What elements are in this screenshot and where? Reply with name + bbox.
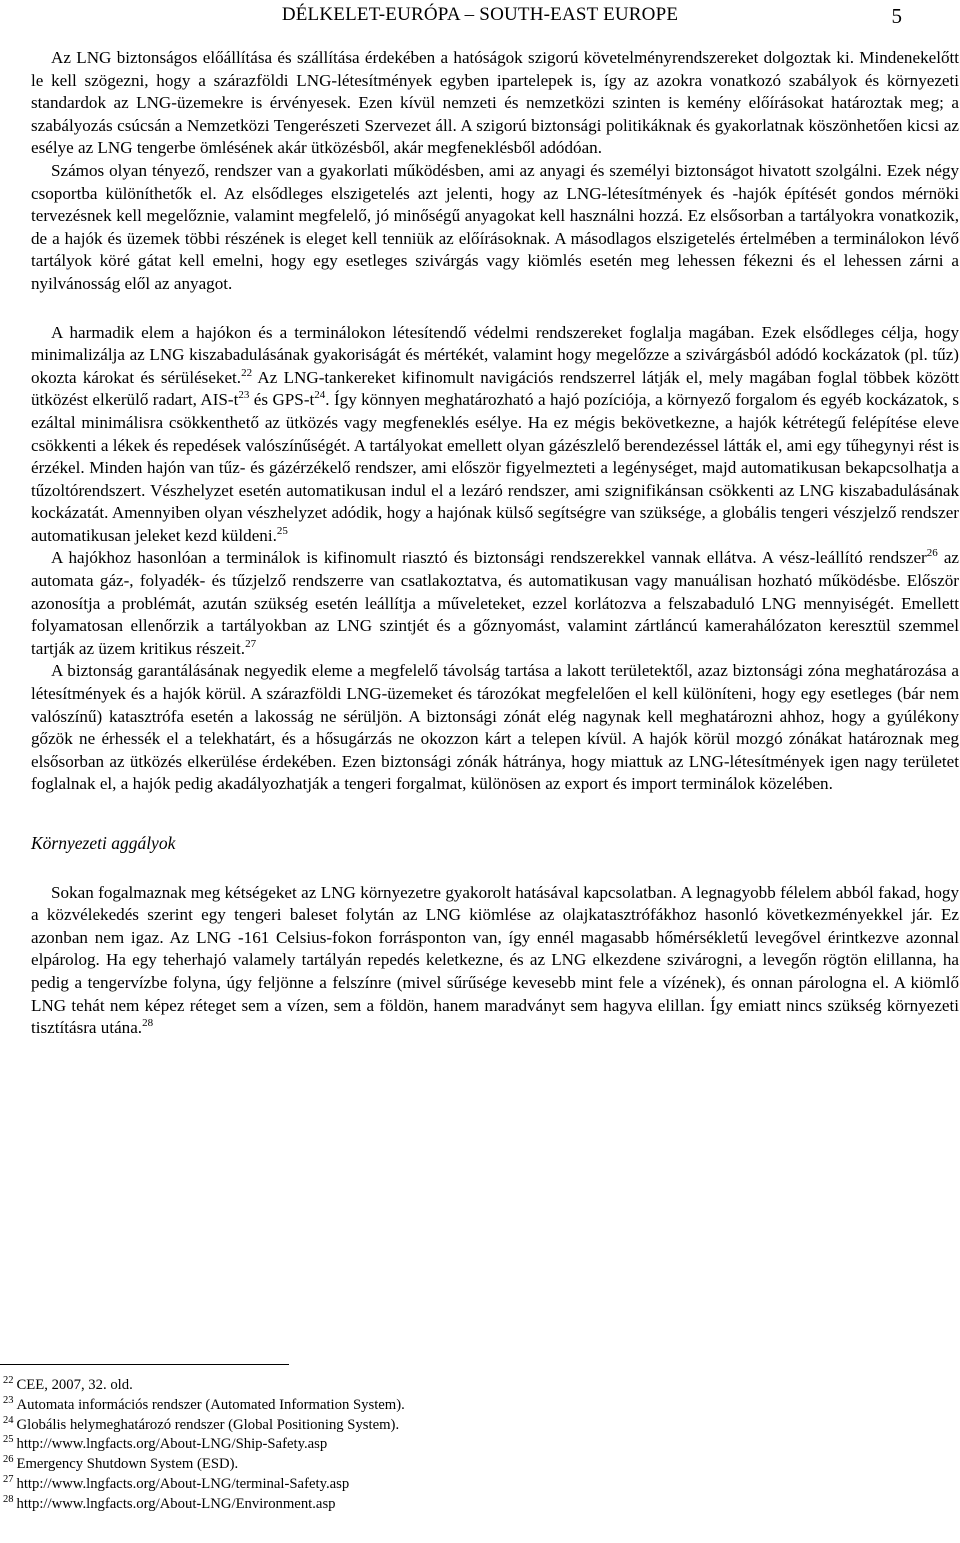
footnote-ref-24[interactable]: 24 [314,389,326,402]
footnote-22 [3,1376,703,1396]
footnote-text: Emergency Shutdown System (ESD). [16,1456,239,1473]
page-number: 5 [891,4,902,28]
footnote-number: 28 [3,1493,14,1505]
footnote-number: 24 [3,1414,14,1426]
footnote-28 [3,1495,703,1515]
footnote-separator [0,1364,289,1365]
footnote-25 [3,1435,703,1455]
paragraph-3-text-b: Az LNG-tankereket kifinomult navigációs rendszerrel látják el, mely magában foglal többek között ütközést elkerülő radart, AIS-t [31,367,959,410]
footnote-ref-28[interactable]: 28 [142,1017,154,1030]
body-text [31,47,959,1040]
paragraph-6-text: Sokan fogalmaznak meg kétségeket az LNG környezetre gyakorolt hatásával kapcsolatban. A legnagyobb félelem abból fakad, hogy a közvélekedés szerint egy tengeri baleset folytán az LNG kiömlése az olajkatasztrófákhoz hasonló következményekkel jár. Ez azonban nem igaz. Az LNG -161 Celsius-fokon forrásponton van, így ennél magasabb hőmérsékletű levegővel érintkezve azonnal elpárolog. Ha egy teherhajó valamely tartályán repedés keletkezne, és az LNG elkezdene szivárogni, a levegőn rögtön elillanna, ha pedig a tengervízbe folyna, úgy feljönne a felszínre (mivel sűrűsége kevesebb mint fele a vízének), és onnan párologna el. A kiömlő LNG tehát nem képez réteget sem a vízen, sem a földön, hanem maradványt sem hagyva elillan. Így emiatt nincs szükség környezeti tisztításra utána. [31,882,959,1038]
footnote-link[interactable]: http://www.lngfacts.org/About-LNG/Ship-Safety.asp [16,1436,328,1453]
paragraph-4-text-a: A hajókhoz hasonlóan a terminálok is kifinomult riasztó és biztonsági rendszerekkel vannak ellátva. A vész-leállító rendszer [51,548,927,568]
paragraph-3-text-a: A harmadik elem a hajókon és a terminálokon létesítendő védelmi rendszereket foglalja magában. Ezek elsődleges célja, hogy minimalizálja az LNG kiszabadulásának gyakoriságát és mértékét, valamint hogy megelőzze a szivárgásból adódó kockázatok (pl. tűz) okozta károkat és sérüléseket. [31,322,959,387]
footnote-ref-22[interactable]: 22 [241,366,253,379]
footnote-ref-26[interactable]: 26 [926,547,938,560]
paragraph-3-text-c: és GPS-t [249,390,315,410]
footnote-link[interactable]: http://www.lngfacts.org/About-LNG/terminal-Safety.asp [16,1475,350,1492]
footnote-ref-23[interactable]: 23 [238,389,250,402]
footnote-number: 25 [3,1434,14,1446]
footnote-24 [3,1416,703,1436]
paragraph-2: Számos olyan tényező, rendszer van a gyakorlati működésben, ami az anyagi és személyi biztonságot hivatott szolgálni. Ezek négy csoportba különíthetők el. Az elsődleges elszigetelés azt jelenti, hogy az LNG-létesítmények és -hajók építését gondos mérnöki tervezésnek kell megelőznie, valamint megfelelő, jó minőségű anyagokat kell használni hozzá. Ez elsősorban a tartályokra vonatkozik, de a hajók és üzemek többi részének is eleget kell tenniük az előírásoknak. A másodlagos elszigetelés értelmében a terminálokon lévő tartályok köré gátat kell emelni, hogy egy esetleges szivárgás vagy kiömlés esetén meg lehessen fékezni és el lehessen zárni a nyilvánosság elől az anyagot. [31,160,959,293]
footnote-ref-27[interactable]: 27 [245,637,257,650]
footnote-23 [3,1396,703,1416]
footnote-text: Globális helymeghatározó rendszer (Global Positioning System). [16,1416,400,1433]
footnote-27 [3,1475,703,1495]
footnote-26 [3,1455,703,1475]
paragraph-3-text-d: . Így könnyen meghatározható a hajó pozíciója, a környező forgalom és egyéb kockázatok, s ezáltal minimálisra csökkenthető az ütközés vagy megfeneklés esélye. Ha ez mégis bekövetkezne, a hajók kétrétegű felépítése eleve csökkenti a lékek és repedések valószínűségét. A tartályokat emellett olyan gázészlelő berendezéssel látták el, ami egy tűhegynyi rést is érzékel. Minden hajón van tűz- és gázérzékelő rendszer, ami először figyelmezteti a legénységet, majd automatikusan bekapcsolhatja a tűzoltórendszert. Vészhelyzet esetén automatikusan indul el a lezáró rendszer, ami szignifikánsan csökkenti az LNG kiszabadulásának kockázatát. Amennyiben olyan vészhelyzet adódik, hogy a hajónak külső segítségre van szüksége, a globális tengeri vészjelző rendszer automatikusan jeleket kezd küldeni. [31,390,959,545]
footnote-text: Automata információs rendszer (Automated Information System). [16,1396,405,1413]
running-title: DÉLKELET-EURÓPA – SOUTH-EAST EUROPE [281,4,679,25]
footnote-number: 27 [3,1473,14,1485]
footnote-ref-25[interactable]: 25 [276,524,288,537]
paragraph-1: Az LNG biztonságos előállítása és szállítása érdekében a hatóságok szigorú követelményrendszereket dolgoztak ki. Mindenekelőtt le kell szögezni, hogy a szárazföldi LNG-létesítmények egyben ipartelepek is, így az azokra vonatkozó szabályok és környezeti standardok az LNG-üzemekre is érvényesek. Ezen kívül nemzeti és nemzetközi szinten is kemény előírásokat határoztak meg; a szabályozás csúcsán a Nemzetközi Tengerészeti Szervezet áll. A szigorú biztonsági politikáknak és gyakorlatnak köszönhetően kicsi az esélye az LNG tengerbe ömlésének akár ütközésből, akár megfeneklésből adódóan. [31,48,959,158]
footnote-number: 26 [3,1454,14,1466]
footnote-number: 22 [3,1375,14,1386]
paragraph-3 [31,322,959,548]
footnote-link[interactable]: http://www.lngfacts.org/About-LNG/Environment.asp [16,1495,336,1512]
section-heading: Környezeti aggályok [31,833,176,853]
page-header [0,2,960,28]
paragraph-4-text-b: az automata gáz-, folyadék- és tűzjelző rendszerre van csatlakoztatva, és automatikusan vagy manuálisan hozható működésbe. Először azonosítja a problémát, azután szükség esetén leállítja a műveleteket, ezzel korlátozva a felszabaduló LNG mennyiségét. Emellett folyamatosan ellenőrzik a tartályokban az LNG szintjét és a gőznyomást, valamint zártláncú kamerahálózaton keresztül szemmel tartják az üzem kritikus részeit. [31,548,959,658]
footnote-number: 23 [3,1394,14,1406]
footnotes [3,1376,703,1515]
paragraph-5: A biztonság garantálásának negyedik eleme a megfelelő távolság tartása a lakott területektől, azaz biztonsági zóna meghatározása a létesítmények és a hajók körül. A szárazföldi LNG-üzemeket és tározókat megfelelően el kell különíteni, hogy egy esetleges (bár nem valószínű) katasztrófa esetén a lakosság ne sérüljön. A biztonsági zónát elég nagynak kell meghatározni ahhoz, hogy a gyúlékony gőzök ne érhessék el a telekhatárt, és a hősugárzás ne okozzon kárt a telepen kívül. A hajók körül mozgó zónákat határoznak meg elsősorban az ütközés elkerülése érdekében. Ezen biztonsági zónák hátránya, hogy miattuk az LNG-létesítmények igen nagy területet foglalnak el, a hajók pedig akadályozhatják a tengeri forgalmat, különösen az export és import terminálok közelében. [31,661,959,794]
paragraph-6 [31,882,959,1040]
footnote-text: CEE, 2007, 32. old. [16,1377,133,1393]
paragraph-4 [31,547,959,660]
paragraph-spacer [31,296,959,322]
